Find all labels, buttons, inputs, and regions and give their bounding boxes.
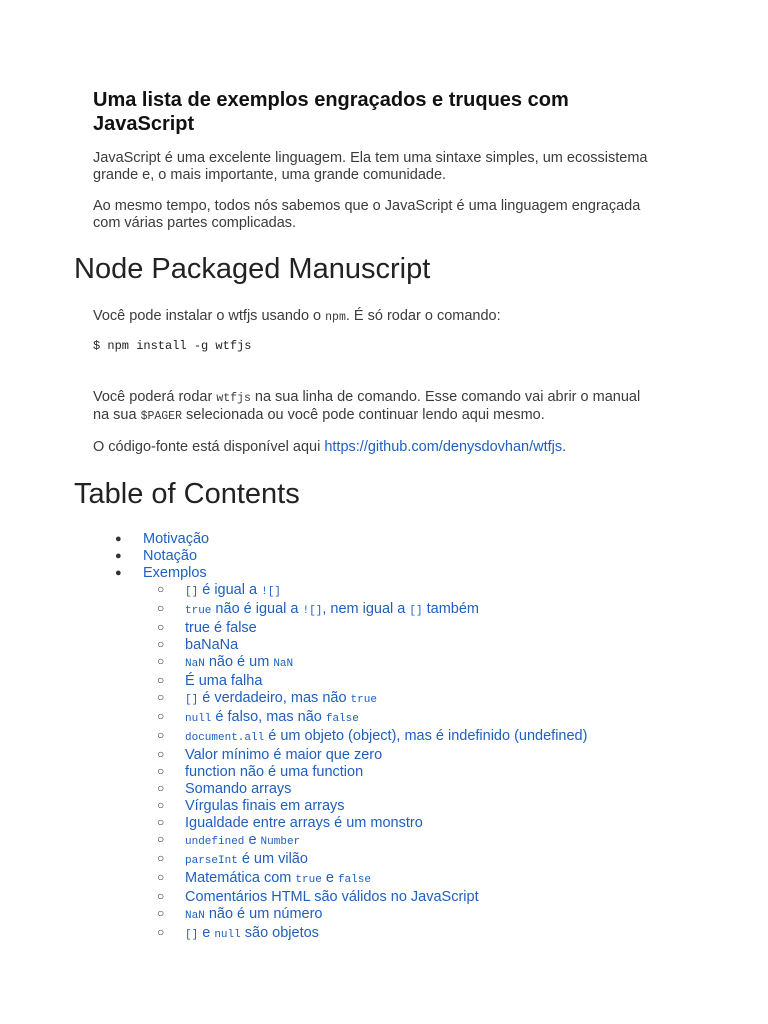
github-link[interactable]: https://github.com/denysdovhan/wtfjs bbox=[324, 439, 563, 455]
toc-item-label: Notação bbox=[143, 548, 198, 564]
circle-bullet-icon: ○ bbox=[157, 728, 165, 742]
circle-bullet-icon: ○ bbox=[157, 906, 165, 920]
circle-bullet-icon: ○ bbox=[157, 870, 165, 884]
toc-item-exemplos[interactable] bbox=[115, 565, 587, 944]
sub-item-text: também bbox=[422, 601, 480, 617]
code-snippet: true bbox=[350, 694, 377, 706]
sub-item-text: Vírgulas finais em arrays bbox=[185, 798, 345, 814]
sub-item-text: é um objeto (object), mas é indefinido (undefined) bbox=[264, 728, 588, 744]
circle-bullet-icon: ○ bbox=[157, 747, 165, 761]
bullet-icon: ● bbox=[115, 567, 122, 579]
circle-bullet-icon: ○ bbox=[157, 889, 165, 903]
code-snippet: false bbox=[337, 874, 371, 886]
sub-item-text: É uma falha bbox=[185, 673, 263, 689]
install-text-end: . É só rodar o comando: bbox=[345, 308, 501, 324]
circle-bullet-icon: ○ bbox=[157, 582, 165, 596]
toc-sub-item[interactable] bbox=[157, 851, 587, 870]
run-paragraph bbox=[93, 389, 653, 425]
circle-bullet-icon: ○ bbox=[157, 709, 165, 723]
bullet-icon: ● bbox=[115, 533, 122, 545]
circle-bullet-icon: ○ bbox=[157, 654, 165, 668]
sub-item-text: não é um número bbox=[204, 906, 323, 922]
intro-paragraph-2: Ao mesmo tempo, todos nós sabemos que o JavaScript é uma linguagem engraçada com várias partes complicadas. bbox=[93, 198, 641, 231]
sub-item-text: e bbox=[244, 832, 261, 848]
circle-bullet-icon: ○ bbox=[157, 764, 165, 778]
code-snippet: false bbox=[325, 713, 359, 725]
toc-sub-item[interactable] bbox=[157, 654, 587, 673]
toc-sub-item[interactable] bbox=[157, 673, 587, 690]
toc-sub-item[interactable] bbox=[157, 906, 587, 925]
toc-sub-item[interactable] bbox=[157, 747, 587, 764]
code-snippet: [] bbox=[185, 929, 199, 941]
sub-item-text: , nem igual a bbox=[322, 601, 410, 617]
intro-title: Uma lista de exemplos engraçados e truques com JavaScript bbox=[93, 89, 569, 135]
toc-item-label: Motivação bbox=[143, 531, 210, 547]
toc-heading: Table of Contents bbox=[74, 478, 300, 510]
toc-sub-item[interactable] bbox=[157, 764, 587, 781]
circle-bullet-icon: ○ bbox=[157, 601, 165, 615]
toc-item-motivacao[interactable] bbox=[115, 531, 587, 548]
sub-item-text: é verdadeiro, mas não bbox=[198, 690, 351, 706]
sub-item-text: é um vilão bbox=[237, 851, 308, 867]
code-snippet: [] bbox=[409, 605, 423, 617]
code-snippet: ![] bbox=[261, 586, 281, 598]
code-snippet: NaN bbox=[185, 910, 205, 922]
sub-item-text: Valor mínimo é maior que zero bbox=[185, 747, 383, 763]
sub-item-text: são objetos bbox=[240, 925, 319, 941]
code-snippet: [] bbox=[185, 586, 199, 598]
sub-item-text: Matemática com bbox=[185, 870, 296, 886]
toc-sub-item[interactable] bbox=[157, 690, 587, 709]
toc-sub-item[interactable] bbox=[157, 798, 587, 815]
install-text: Você pode instalar o wtfjs usando o bbox=[93, 308, 326, 324]
circle-bullet-icon: ○ bbox=[157, 690, 165, 704]
toc-sub-item[interactable] bbox=[157, 870, 587, 889]
code-snippet: ![] bbox=[302, 605, 323, 617]
intro-paragraph-1: JavaScript é uma excelente linguagem. Ela tem uma sintaxe simples, um ecossistema grande e, o mais importante, uma grande comunidade. bbox=[93, 150, 648, 183]
toc-sub-item[interactable] bbox=[157, 637, 587, 654]
install-paragraph bbox=[93, 308, 653, 326]
sub-item-text: é igual a bbox=[198, 582, 262, 598]
npm-code: npm bbox=[325, 311, 346, 324]
source-paragraph bbox=[93, 439, 653, 456]
code-snippet: undefined bbox=[185, 836, 245, 848]
wtfjs-code: wtfjs bbox=[216, 392, 251, 405]
source-text: O código-fonte está disponível aqui bbox=[93, 439, 325, 455]
pager-code: $PAGER bbox=[140, 410, 182, 423]
toc-sub-item[interactable] bbox=[157, 832, 587, 851]
code-snippet: [] bbox=[185, 694, 199, 706]
sub-item-text: baNaNa bbox=[185, 637, 239, 653]
sub-item-text: não é igual a bbox=[211, 601, 303, 617]
code-snippet: parseInt bbox=[185, 855, 238, 867]
toc-sub-item[interactable] bbox=[157, 582, 587, 601]
sub-item-text: true é false bbox=[185, 620, 257, 636]
run-text-end: selecionada ou você pode continuar lendo aqui mesmo. bbox=[182, 407, 545, 423]
toc-item-notacao[interactable] bbox=[115, 548, 587, 565]
circle-bullet-icon: ○ bbox=[157, 620, 165, 634]
toc-sub-item[interactable] bbox=[157, 709, 587, 728]
circle-bullet-icon: ○ bbox=[157, 781, 165, 795]
circle-bullet-icon: ○ bbox=[157, 673, 165, 687]
install-command: $ npm install -g wtfjs bbox=[93, 339, 252, 353]
toc-sub-item[interactable] bbox=[157, 815, 587, 832]
code-snippet: true bbox=[295, 874, 322, 886]
circle-bullet-icon: ○ bbox=[157, 798, 165, 812]
npm-heading: Node Packaged Manuscript bbox=[74, 253, 431, 285]
sub-item-text: Somando arrays bbox=[185, 781, 292, 797]
sub-item-text: não é um bbox=[204, 654, 274, 670]
circle-bullet-icon: ○ bbox=[157, 832, 165, 846]
code-snippet: null bbox=[214, 929, 241, 941]
code-snippet: NaN bbox=[185, 658, 205, 670]
circle-bullet-icon: ○ bbox=[157, 815, 165, 829]
sub-item-text: é falso, mas não bbox=[211, 709, 326, 725]
toc-sub-item[interactable] bbox=[157, 781, 587, 798]
toc-sub-item[interactable] bbox=[157, 889, 587, 906]
code-snippet: NaN bbox=[273, 658, 294, 670]
circle-bullet-icon: ○ bbox=[157, 637, 165, 651]
sub-item-text: e bbox=[321, 870, 338, 886]
code-snippet: document.all bbox=[185, 732, 265, 744]
source-text-end: . bbox=[562, 439, 567, 455]
code-snippet: null bbox=[185, 713, 212, 725]
toc-sub-item[interactable] bbox=[157, 620, 587, 637]
sub-item-text: Igualdade entre arrays é um monstro bbox=[185, 815, 423, 831]
circle-bullet-icon: ○ bbox=[157, 851, 165, 865]
bullet-icon: ● bbox=[115, 550, 122, 562]
run-text: Você poderá rodar bbox=[93, 389, 217, 405]
sub-item-text: Comentários HTML são válidos no JavaScript bbox=[185, 889, 479, 905]
sub-item-text: e bbox=[198, 925, 215, 941]
circle-bullet-icon: ○ bbox=[157, 925, 165, 939]
code-snippet: Number bbox=[260, 836, 301, 848]
toc-sub-item[interactable] bbox=[157, 728, 587, 747]
toc-sublist bbox=[157, 582, 587, 944]
toc-sub-item[interactable] bbox=[157, 925, 587, 944]
sub-item-text: function não é uma function bbox=[185, 764, 364, 780]
run-text-mid: na sua linha de comando. Esse comando vai abrir o manual na sua bbox=[93, 389, 641, 423]
code-snippet: true bbox=[185, 605, 212, 617]
toc-item-label: Exemplos bbox=[143, 565, 207, 581]
toc-list bbox=[115, 531, 587, 944]
toc-sub-item[interactable] bbox=[157, 601, 587, 620]
